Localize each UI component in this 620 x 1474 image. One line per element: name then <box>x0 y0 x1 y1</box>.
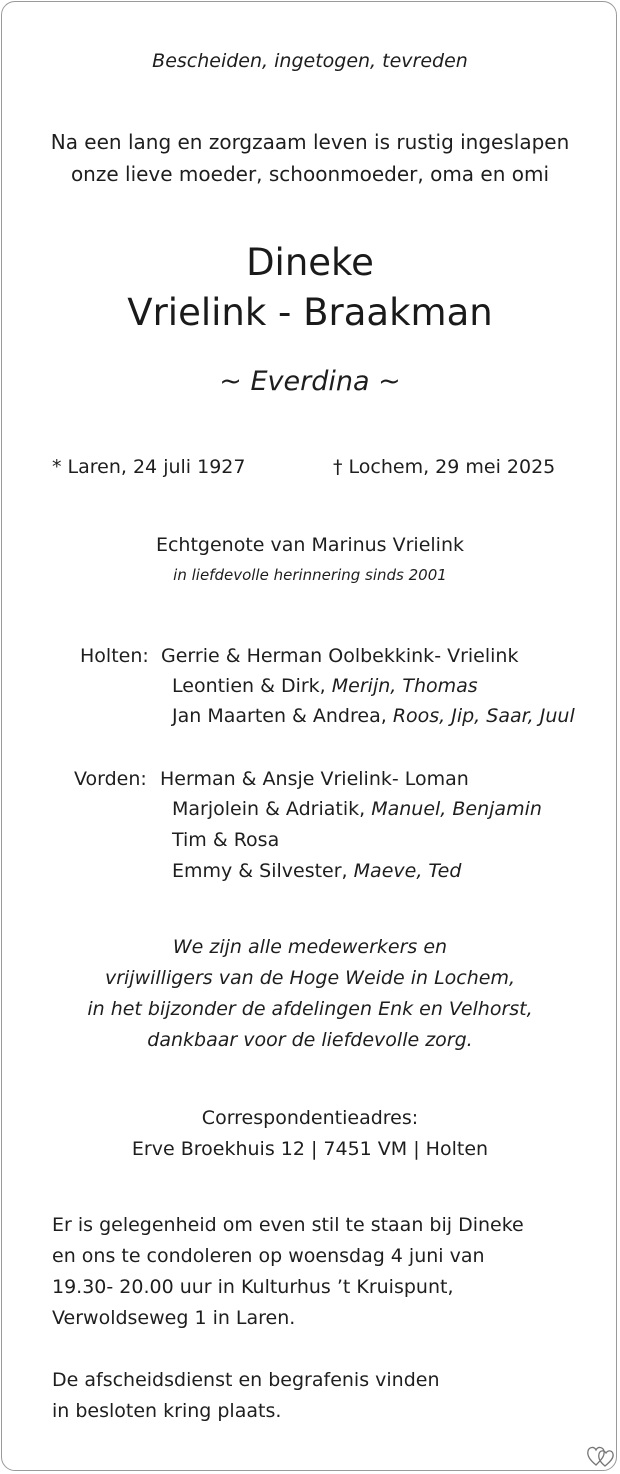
condolence-line-3: 19.30- 20.00 uur in Kulturhus ’t Kruispunt, <box>52 1276 454 1298</box>
deceased-name <box>0 238 620 338</box>
condolence-info <box>52 1210 524 1334</box>
gratitude-line-4: dankbaar voor de liefdevolle zorg. <box>147 1029 473 1051</box>
family-vorden-row-2 <box>172 794 542 824</box>
family-vorden-row-2-names: Marjolein & Adriatik, <box>172 798 366 820</box>
family-vorden-row-4-kids: Maeve, Ted <box>353 860 462 882</box>
family-holten-row-2-kids: Merijn, Thomas <box>331 675 478 697</box>
funeral-line-2: in besloten kring plaats. <box>52 1400 282 1422</box>
intro-line-2: onze lieve moeder, schoonmoeder, oma en omi <box>70 162 550 186</box>
gratitude-line-2: vrijwilligers van de Hoge Weide in Lochem, <box>104 967 516 989</box>
memory-line: in liefdevolle herinnering sinds 2001 <box>173 566 447 584</box>
funeral-info <box>52 1365 440 1427</box>
hearts-logo-icon <box>586 1441 616 1469</box>
intro-text <box>0 126 620 190</box>
family-holten-row-3-names: Jan Maarten & Andrea, <box>172 705 387 727</box>
gratitude-line-3: in het bijzonder de afdelingen Enk en Velhorst, <box>87 998 533 1020</box>
gratitude-text <box>0 932 620 1056</box>
gratitude-line-1: We zijn alle medewerkers en <box>172 936 448 958</box>
nickname <box>0 366 620 397</box>
family-place-vorden: Vorden: <box>74 768 147 790</box>
family-holten-row-2 <box>172 671 478 701</box>
family-vorden-row-1: Herman & Ansje Vrielink- Loman <box>160 768 469 790</box>
correspondence-address <box>0 1103 620 1165</box>
family-holten-row-3 <box>172 701 575 731</box>
family-vorden-row-2-kids: Manuel, Benjamin <box>371 798 542 820</box>
family-vorden-row-4 <box>172 856 461 886</box>
correspondence-address-line: Erve Broekhuis 12 | 7451 VM | Holten <box>131 1138 489 1160</box>
family-vorden-row-4-names: Emmy & Silvester, <box>172 860 348 882</box>
intro-line-1: Na een lang en zorgzaam leven is rustig ingeslapen <box>50 130 570 154</box>
full-name: Vrielink - Braakman <box>127 291 493 334</box>
birth-date: * Laren, 24 juli 1927 <box>52 456 246 478</box>
family-holten-row-1: Gerrie & Herman Oolbekkink- Vrielink <box>161 645 519 667</box>
motto: Bescheiden, ingetogen, tevreden <box>152 50 468 72</box>
spouse-line: Echtgenote van Marinus Vrielink <box>155 534 465 556</box>
condolence-line-4: Verwoldseweg 1 in Laren. <box>52 1307 296 1329</box>
nickname-text: ~ Everdina ~ <box>219 366 401 397</box>
correspondence-label: Correspondentieadres: <box>201 1107 419 1129</box>
family-holten-row-3-kids: Roos, Jip, Saar, Juul <box>392 705 575 727</box>
family-place-holten: Holten: <box>80 645 149 667</box>
first-name: Dineke <box>246 241 374 284</box>
funeral-line-1: De afscheidsdienst en begrafenis vinden <box>52 1369 440 1391</box>
family-vorden-row-3: Tim & Rosa <box>172 829 280 851</box>
death-date: † Lochem, 29 mei 2025 <box>333 456 556 478</box>
condolence-line-1: Er is gelegenheid om even stil te staan bij Dineke <box>52 1214 524 1236</box>
family-holten-row-2-names: Leontien & Dirk, <box>172 675 326 697</box>
condolence-line-2: en ons te condoleren op woensdag 4 juni van <box>52 1245 485 1267</box>
